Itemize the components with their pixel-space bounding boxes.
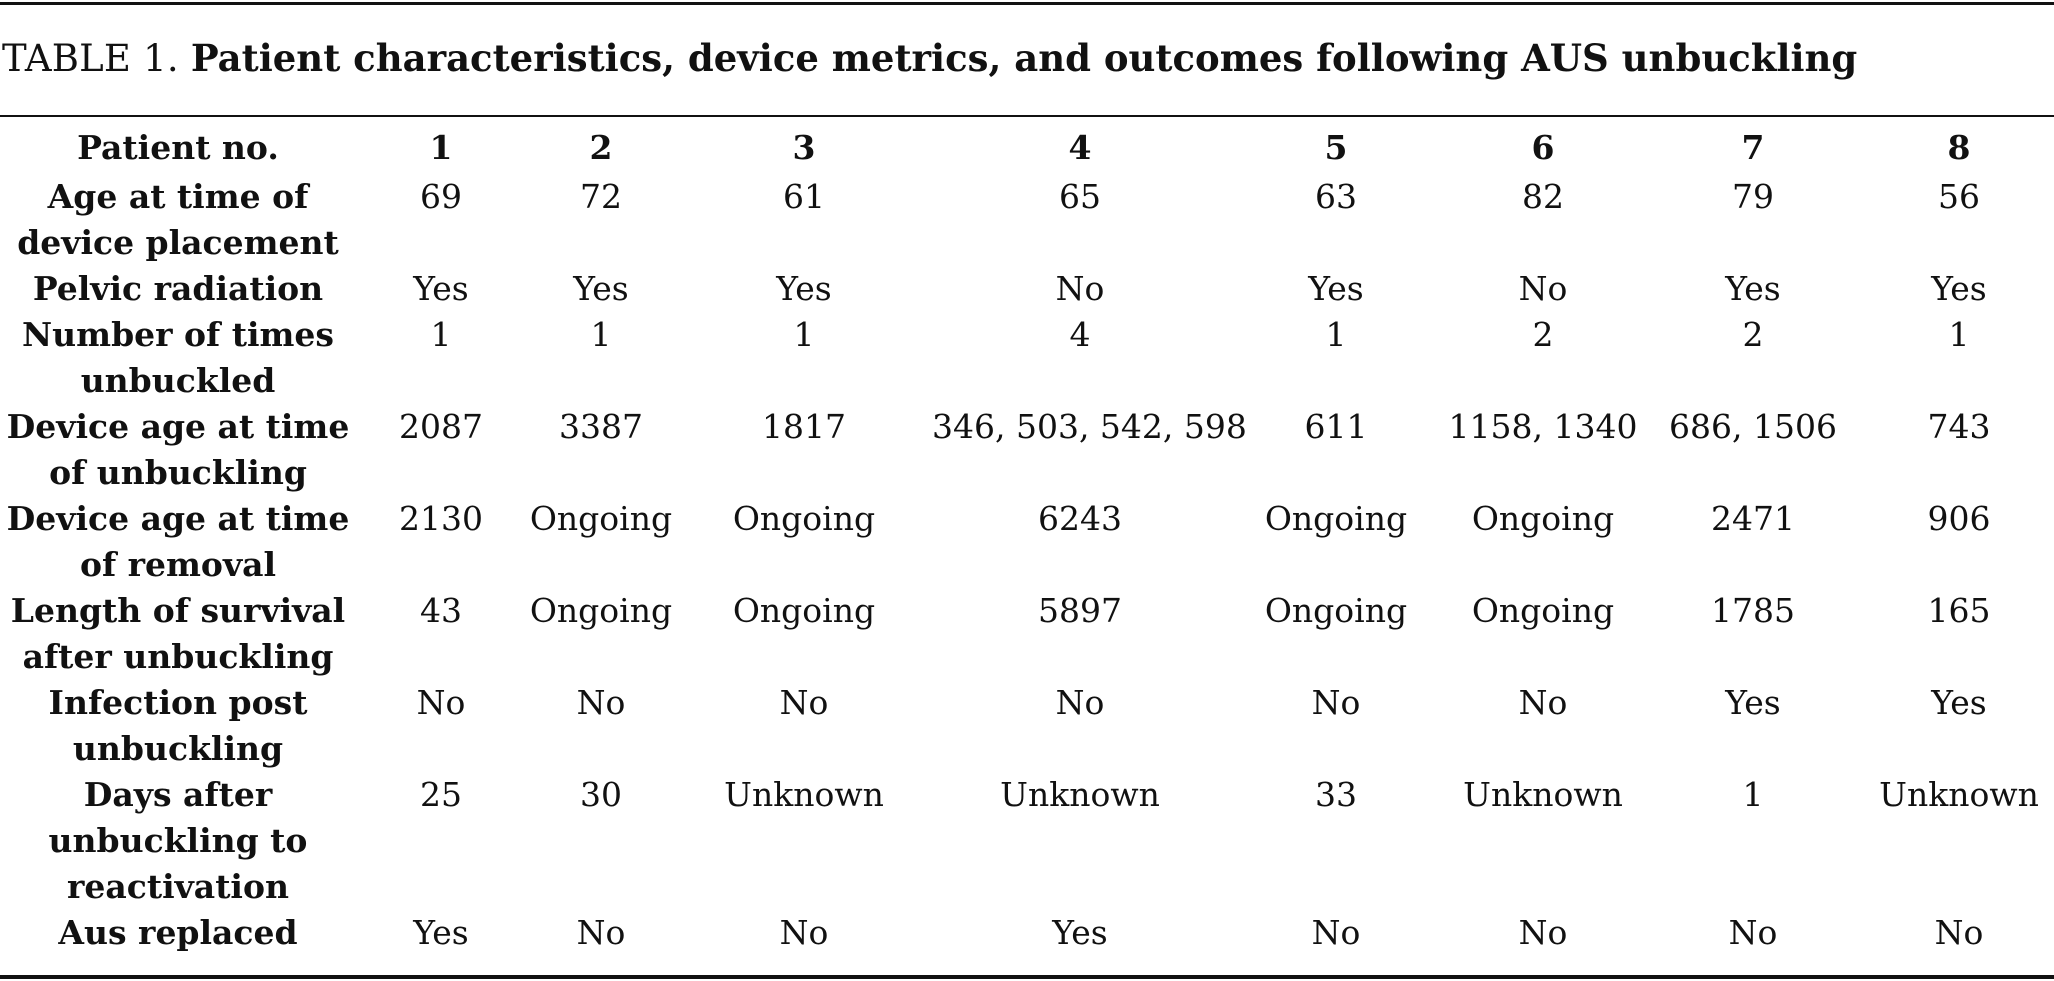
table-cell: 1 xyxy=(793,315,815,354)
table-cell: No xyxy=(1055,683,1105,722)
table-cell: Ongoing xyxy=(1471,499,1615,538)
table-cell: 30 xyxy=(580,775,622,814)
table-cell: Yes xyxy=(1308,269,1364,308)
header-patient-2: 2 xyxy=(589,128,613,167)
table-cell: 3387 xyxy=(559,407,643,446)
table-cell: Yes xyxy=(573,269,629,308)
table-cell: No xyxy=(1311,683,1361,722)
table-cell: No xyxy=(1934,913,1984,952)
row-label-line: Pelvic radiation xyxy=(32,269,324,308)
table-cell: 2087 xyxy=(399,407,483,446)
table-cell: No xyxy=(1518,269,1568,308)
table-cell: Yes xyxy=(1931,683,1987,722)
table-row xyxy=(0,680,2054,772)
row-label-line: of unbuckling xyxy=(49,453,307,492)
row-label xyxy=(0,680,356,772)
table-caption-label: TABLE 1. xyxy=(2,37,179,80)
table-cell: 72 xyxy=(580,177,622,216)
header-patient-3: 3 xyxy=(792,128,816,167)
table-cell: Unknown xyxy=(1000,775,1160,814)
table-row xyxy=(0,404,2054,496)
row-label-line: unbuckled xyxy=(80,361,276,400)
table-row xyxy=(0,174,2054,266)
table-cell: 33 xyxy=(1315,775,1357,814)
table-row xyxy=(0,266,2054,312)
table-row xyxy=(0,312,2054,404)
table-cell: Ongoing xyxy=(1264,591,1408,630)
table-cell: 43 xyxy=(420,591,462,630)
row-label-line: after unbuckling xyxy=(22,637,334,676)
table-cell: 1158, 1340 xyxy=(1448,407,1638,446)
table-cell: Yes xyxy=(413,913,469,952)
row-label-line: Device age at time xyxy=(6,499,350,538)
row-label-line: Age at time of xyxy=(47,177,309,216)
table-cell: 906 xyxy=(1927,499,1991,538)
table-row xyxy=(0,772,2054,910)
table-cell: No xyxy=(1311,913,1361,952)
table-cell: No xyxy=(1518,683,1568,722)
row-label-line: Infection post xyxy=(48,683,308,722)
row-label-line: Aus replaced xyxy=(58,913,298,952)
table-cell: Ongoing xyxy=(529,591,673,630)
table-cell: Yes xyxy=(1725,269,1781,308)
header-patient-no: Patient no. xyxy=(77,128,279,167)
row-label-line: Device age at time xyxy=(6,407,350,446)
table-cell: 79 xyxy=(1732,177,1774,216)
table-cell: Ongoing xyxy=(1471,591,1615,630)
table-top-rule xyxy=(0,2,2054,5)
table-cell: 69 xyxy=(420,177,462,216)
table-header-row xyxy=(0,122,2054,174)
row-label-line: device placement xyxy=(17,223,339,262)
row-label-line: unbuckling to xyxy=(48,821,308,860)
row-label xyxy=(0,404,356,496)
row-label-line: Length of survival xyxy=(10,591,346,630)
table-cell: No xyxy=(779,913,829,952)
table-cell: Yes xyxy=(413,269,469,308)
table-cell: 1817 xyxy=(762,407,846,446)
table-cell: 2471 xyxy=(1711,499,1795,538)
table-cell: 4 xyxy=(1069,315,1091,354)
table-cell: 6243 xyxy=(1038,499,1122,538)
row-label xyxy=(0,772,356,910)
table-cell: 743 xyxy=(1927,407,1991,446)
table-cell: Yes xyxy=(776,269,832,308)
row-label xyxy=(0,312,356,404)
table-cell: 1 xyxy=(1948,315,1970,354)
row-label xyxy=(0,174,356,266)
table-cell: 611 xyxy=(1304,407,1368,446)
table-cell: 61 xyxy=(783,177,825,216)
table-cell: 25 xyxy=(420,775,462,814)
table-cell: No xyxy=(576,913,626,952)
table-row xyxy=(0,910,2054,956)
table-cell: 2130 xyxy=(399,499,483,538)
table-cell: No xyxy=(416,683,466,722)
table-cell: Unknown xyxy=(1463,775,1623,814)
row-label xyxy=(0,910,356,956)
table-cell: Ongoing xyxy=(529,499,673,538)
table-cell: 5897 xyxy=(1038,591,1122,630)
table-cell: No xyxy=(779,683,829,722)
table-cell: 56 xyxy=(1938,177,1980,216)
table-cell: 686, 1506 xyxy=(1669,407,1837,446)
table-cell: No xyxy=(576,683,626,722)
table-caption-title: Patient characteristics, device metrics, and outcomes following AUS unbuckling xyxy=(190,36,1858,80)
table-cell: 1 xyxy=(590,315,612,354)
table-cell: 1785 xyxy=(1711,591,1795,630)
header-patient-1: 1 xyxy=(429,128,453,167)
row-label-line: Days after xyxy=(83,775,273,814)
table-cell: 346, 503, 542, 598 xyxy=(932,407,1247,446)
table-cell: 82 xyxy=(1522,177,1564,216)
table-cell: 2 xyxy=(1532,315,1554,354)
header-patient-4: 4 xyxy=(1068,128,1092,167)
table-row xyxy=(0,588,2054,680)
row-label-line: Number of times xyxy=(22,315,334,354)
table-cell: 1 xyxy=(1325,315,1347,354)
table-cell: Ongoing xyxy=(1264,499,1408,538)
row-label xyxy=(0,496,356,588)
table-caption xyxy=(2,30,1857,86)
header-patient-7: 7 xyxy=(1741,128,1765,167)
table-cell: 165 xyxy=(1927,591,1991,630)
table-cell: 65 xyxy=(1059,177,1101,216)
table-cell: 2 xyxy=(1742,315,1764,354)
row-label xyxy=(0,588,356,680)
table-cell: Yes xyxy=(1725,683,1781,722)
table-cell: 63 xyxy=(1315,177,1357,216)
table-cell: Ongoing xyxy=(732,591,876,630)
table-cell: Yes xyxy=(1931,269,1987,308)
table-body xyxy=(0,174,2054,956)
row-label-line: reactivation xyxy=(67,867,289,906)
table-cell: 1 xyxy=(1742,775,1764,814)
header-patient-5: 5 xyxy=(1324,128,1348,167)
header-patient-6: 6 xyxy=(1531,128,1555,167)
table-row xyxy=(0,496,2054,588)
patient-table xyxy=(0,122,2054,956)
table-cell: No xyxy=(1055,269,1105,308)
table-cell: No xyxy=(1728,913,1778,952)
table-cell: Unknown xyxy=(724,775,884,814)
table-cell: Ongoing xyxy=(732,499,876,538)
header-patient-8: 8 xyxy=(1947,128,1971,167)
table-cell: 1 xyxy=(430,315,452,354)
table-cell: No xyxy=(1518,913,1568,952)
row-label-line: of removal xyxy=(79,545,277,584)
table-cell: Yes xyxy=(1052,913,1108,952)
row-label xyxy=(0,266,356,312)
row-label-line: unbuckling xyxy=(72,729,284,768)
table-cell: Unknown xyxy=(1879,775,2039,814)
table-header-rule xyxy=(0,115,2054,117)
table-bottom-rule xyxy=(0,975,2054,979)
